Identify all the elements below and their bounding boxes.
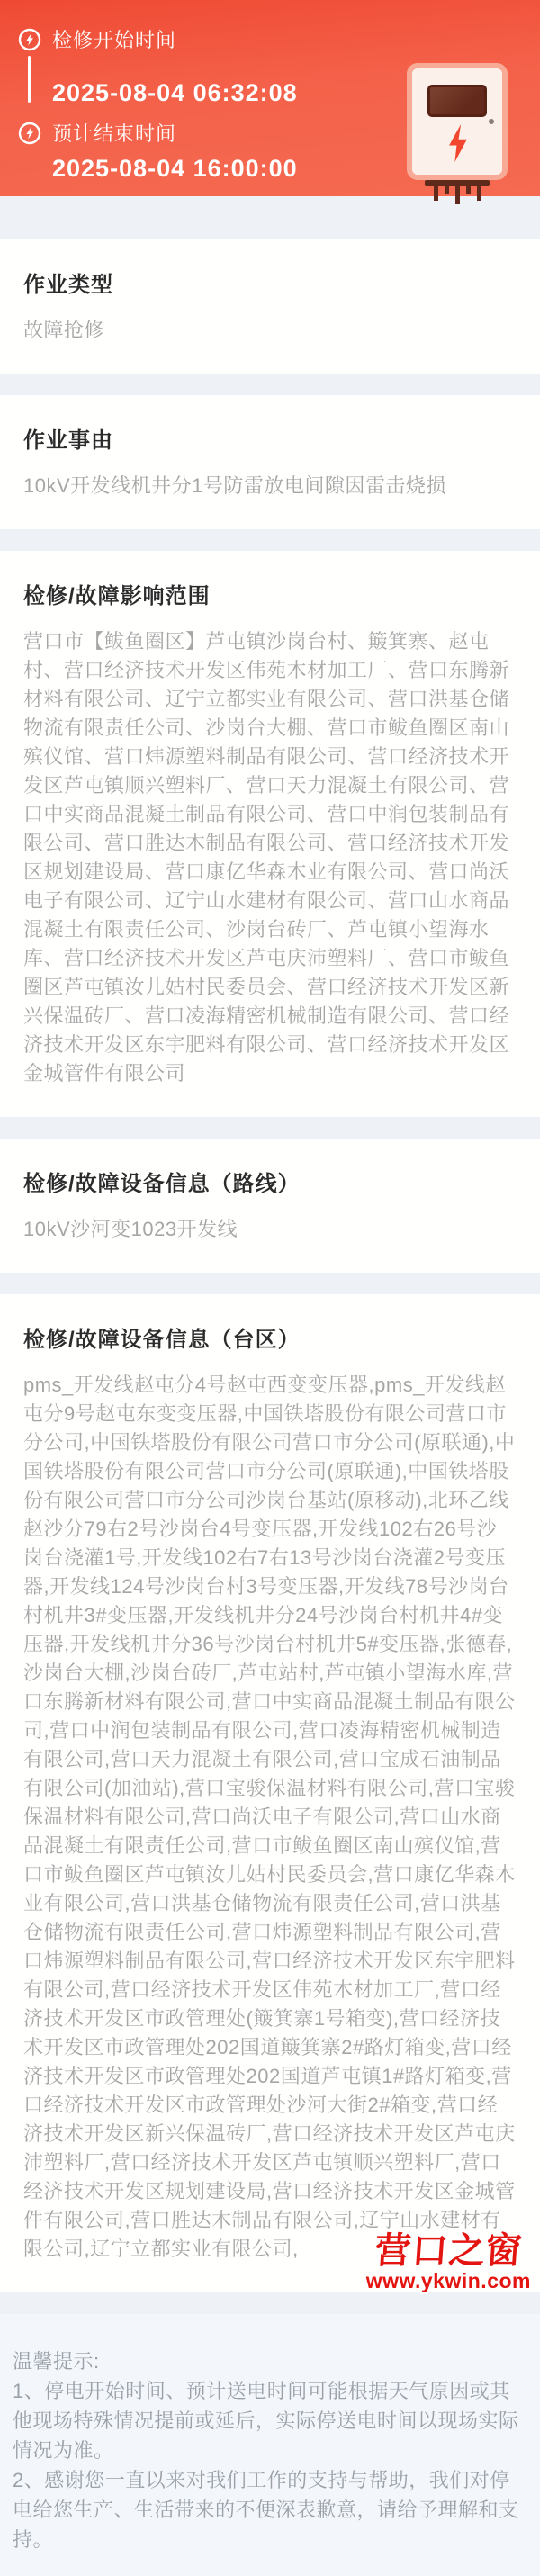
section-title: 作业事由 xyxy=(23,428,113,453)
section-title: 检修/故障设备信息（路线） xyxy=(23,1172,301,1196)
section-content: 10kV开发线机井分1号防雷放电间隙因雷击烧损 xyxy=(23,474,446,497)
section-title: 作业类型 xyxy=(23,273,113,297)
section-device-line xyxy=(0,1139,540,1273)
start-time-label: 检修开始时间 xyxy=(52,29,177,51)
end-time-label: 预计结束时间 xyxy=(52,122,177,145)
section-work-type xyxy=(0,239,540,374)
watermark-url: www.ykwin.com xyxy=(365,2269,531,2292)
start-time-value: 2025-08-04 06:32:08 xyxy=(52,79,298,106)
section-affected-area xyxy=(0,551,540,1117)
section-content: pms_开发线赵屯分4号赵屯西变变压器,pms_开发线赵屯分9号赵屯东变变压器,中国铁塔股份有限公司营口市分公司,中国铁塔股份有限公司营口市分公司(原联通),中国铁塔股份有限公司营口市分公司(原联通),中国铁塔股份有限公司营口市分公司沙岗台基站(原移动),北环乙线赵沙分79右2号沙岗台4号变压器,开发线102右26号沙岗台浇灌1号,开发线102右7右13号沙岗台浇灌2号变压器,开发线124号沙岗台村3号变压器,开发线78号沙岗台村机井3#变压器,开发线机井分24号沙岗台村机井4#变压器,开发线机井分36号沙岗台村机井5#变压器,张德春,沙岗台大棚,沙岗台砖厂,芦屯站村,芦屯镇小望海水库,营口东腾新材料有限公司,营口中实商品混凝土制品有限公司,营口中润包装制品有限公司,营口凌海精密机械制造有限公司,营口天力混凝土有限公司,营口宝成石油制品有限公司(加油站),营口宝骏保温材料有限公司,营口宝骏保温材料有限公司,营口尚沃电子有限公司,营口山水商品混凝土有限责任公司,营口市鲅鱼圈区南山殡仪馆,营口市鲅鱼圈区芦屯镇汝儿姑村民委员会,营口康亿华森木业有限公司,营口洪基仓储物流有限责任公司,营口洪基仓储物流有限责任公司,营口炜源塑料制品有限公司,营口炜源塑料制品有限公司,营口经济技术开发区东宇肥料有限公司,营口经济技术开发区伟苑木材加工厂,营口经济技术开发区市政管理处(簸箕寨1号箱变),营口经济技术开发区市政管理处202国道簸箕寨2#路灯箱变,营口经济技术开发区市政管理处202国道芦屯镇1#路灯箱变,营口经济技术开发区市政管理处沙河大街2#箱变,营口经济技术开发区新兴保温砖厂,营口经济技术开发区芦屯庆沛塑料厂,营口经济技术开发区芦屯镇顺兴塑料厂,营口经济技术开发区规划建设局,营口经济技术开发区金城管件有限公司,营口胜达木制品有限公司,辽宁山水建材有限公司,辽宁立都实业有限公司, xyxy=(23,1374,516,2260)
header-time-panel xyxy=(0,0,540,196)
site-watermark xyxy=(365,2230,531,2292)
tips-item: 1、停电开始时间、预计送电时间可能根据天气原因或其他现场特殊情况提前或延后，实际停送电时间以现场实际情况为准。 xyxy=(13,2380,519,2462)
meter-wires xyxy=(419,180,495,204)
clock-lightning-icon xyxy=(18,122,41,145)
timeline-connector xyxy=(28,56,31,103)
section-title: 检修/故障设备信息（台区） xyxy=(23,1328,301,1352)
tips-title: 温馨提示: xyxy=(13,2350,100,2373)
section-work-reason xyxy=(0,395,540,529)
lightning-bolt-icon xyxy=(446,124,470,162)
meter-body xyxy=(407,63,508,180)
section-content: 营口市【鲅鱼圈区】芦屯镇沙岗台村、簸箕寨、赵屯村、营口经济技术开发区伟苑木材加工厂、营口东腾新材料有限公司、辽宁立都实业有限公司、营口洪基仓储物流有限责任公司、沙岗台大棚、营口市鲅鱼圈区南山殡仪馆、营口炜源塑料制品有限公司、营口经济技术开发区芦屯镇顺兴塑料厂、营口天力混凝土有限公司、营口中实商品混凝土制品有限公司、营口中润包装制品有限公司、营口胜达木制品有限公司、营口经济技术开发区规划建设局、营口康亿华森木业有限公司、营口尚沃电子有限公司、辽宁山水建材有限公司、营口山水商品混凝土有限责任公司、沙岗台砖厂、芦屯镇小望海水库、营口经济技术开发区芦屯庆沛塑料厂、营口市鲅鱼圈区芦屯镇汝儿姑村民委员会、营口经济技术开发区新兴保温砖厂、营口凌海精密机械制造有限公司、营口经济技术开发区东宇肥料有限公司、营口经济技术开发区金城管件有限公司 xyxy=(23,630,510,1085)
clock-lightning-icon xyxy=(18,28,41,51)
watermark-logo-text: 营口之窗 xyxy=(373,2230,524,2271)
meter-dot xyxy=(489,119,494,124)
end-time-value: 2025-08-04 16:00:00 xyxy=(52,155,298,182)
end-time-row xyxy=(18,119,176,147)
section-device-station xyxy=(0,1294,540,2292)
start-time-row xyxy=(18,25,176,53)
meter-screen xyxy=(428,85,487,117)
tips-item: 2、感谢您一直以来对我们工作的支持与帮助，我们对停电给您生产、生活带来的不便深表歉意，请给予理解和支持。 xyxy=(13,2469,519,2551)
section-content: 故障抢修 xyxy=(23,319,105,341)
warm-tips xyxy=(0,2314,540,2576)
section-title: 检修/故障影响范围 xyxy=(23,584,211,608)
electric-meter-illustration xyxy=(407,63,513,196)
section-content: 10kV沙河变1023开发线 xyxy=(23,1218,238,1240)
